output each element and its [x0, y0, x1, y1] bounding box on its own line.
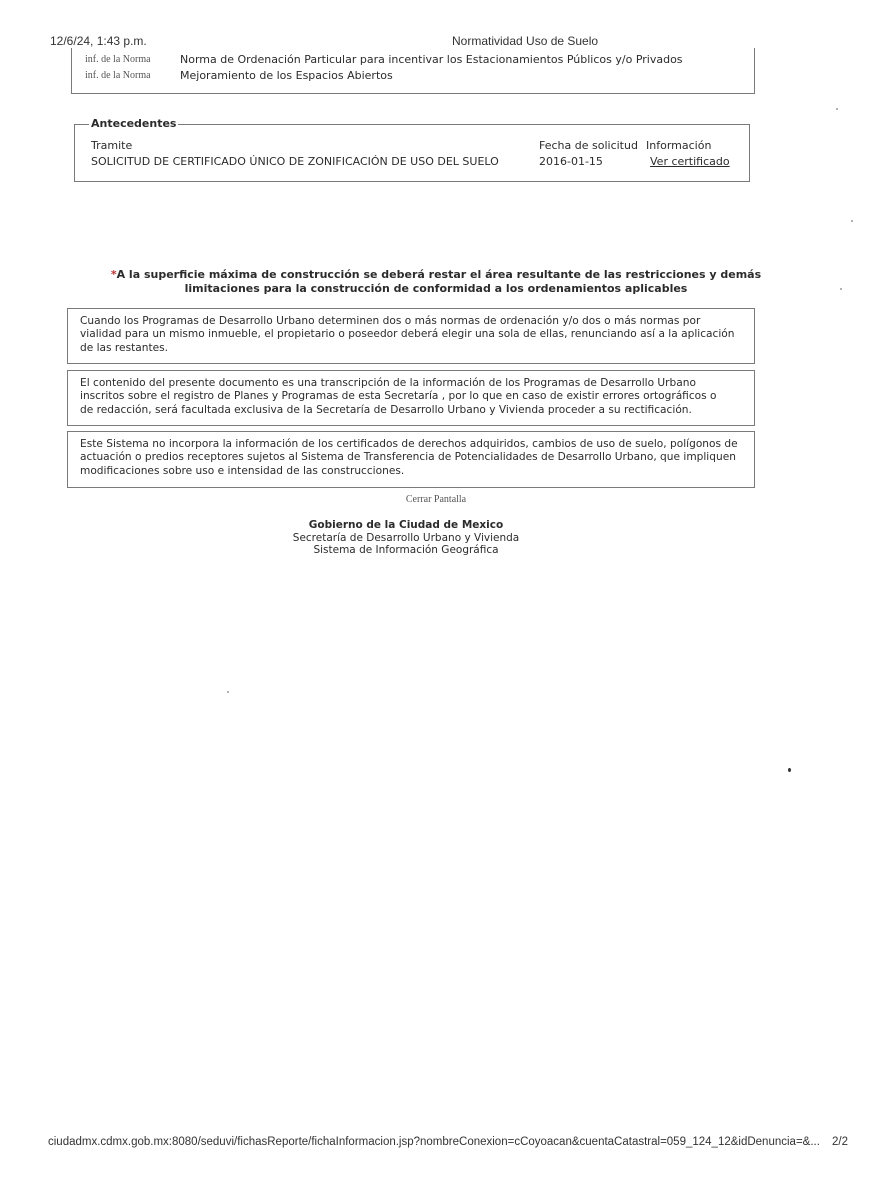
header-fecha-solicitud: Fecha de solicitud — [539, 139, 638, 152]
org-name: Gobierno de la Ciudad de Mexico — [308, 519, 504, 531]
warning-line-1: A la superficie máxima de construcción se deberá restar el área resultante de las restricciones y demás — [116, 268, 762, 281]
norm-key-label: inf. de la Norma — [85, 70, 151, 81]
norm-key-label: inf. de la Norma — [85, 54, 151, 65]
notice-line: Este Sistema no incorpora la información de los certificados de derechos adquiridos, cambios de uso de suelo, polígonos de — [80, 438, 738, 450]
scan-speck — [851, 220, 853, 222]
antecedentes-legend: Antecedentes — [91, 117, 177, 130]
close-screen-link[interactable]: Cerrar Pantalla — [405, 494, 467, 505]
notice-line: modificaciones sobre uso e intensidad de las construcciones. — [80, 464, 405, 477]
print-page-title: Normatividad Uso de Suelo — [452, 34, 599, 48]
scan-speck — [836, 108, 838, 110]
norms-panel — [71, 48, 755, 94]
notice-line: de las restantes. — [80, 341, 169, 354]
notice-box — [67, 370, 755, 426]
antecedentes-fieldset — [74, 117, 750, 182]
notice-box — [67, 308, 755, 364]
scan-speck — [227, 691, 229, 693]
scan-speck — [788, 768, 791, 772]
notice-line: de redacción, será facultada exclusiva de la Secretaría de Desarrollo Urbano y Vivienda proceder a su rectificación. — [80, 403, 692, 416]
norm-value: Norma de Ordenación Particular para incentivar los Estacionamientos Públicos y/o Privados — [180, 53, 683, 66]
organization-block — [0, 519, 812, 557]
ver-certificado-link[interactable]: Ver certificado — [650, 155, 730, 168]
norm-row — [72, 53, 754, 69]
notice-line: vialidad para un mismo inmueble, el propietario o poseedor deberá elegir una sola de ellas, renunciando así a la aplicación — [80, 328, 735, 341]
norm-row — [72, 69, 754, 85]
notice-line: inscritos sobre el registro de Planes y Programas de esta Secretaría , por lo que en caso de existir errores ortográficos o — [80, 390, 717, 403]
org-secretaria: Secretaría de Desarrollo Urbano y Vivienda — [292, 531, 520, 544]
print-page-number: 2/2 — [832, 1136, 848, 1148]
print-url: ciudadmx.cdmx.gob.mx:8080/seduvi/fichasReporte/fichaInformacion.jsp?nombreConexion=cCoyoacan&cuentaCatastral=059_124_12&idDenuncia=&... — [48, 1136, 820, 1148]
print-datetime: 12/6/24, 1:43 p.m. — [50, 34, 147, 48]
warning-line-2: limitaciones para la construcción de conformidad a los ordenamientos aplicables — [184, 282, 688, 295]
notice-line: El contenido del presente documento es una transcripción de la información de los Programas de Desarrollo Urbano — [80, 377, 696, 389]
norm-value: Mejoramiento de los Espacios Abiertos — [180, 69, 393, 82]
tramite-value: SOLICITUD DE CERTIFICADO ÚNICO DE ZONIFICACIÓN DE USO DEL SUELO — [91, 155, 499, 168]
notice-line: actuación o predios receptores sujetos al Sistema de Transferencia de Potencialidades de Desarrollo Urbano, que impliquen — [80, 451, 736, 464]
header-tramite: Tramite — [91, 139, 133, 152]
header-informacion: Información — [646, 139, 712, 152]
notice-box — [67, 431, 755, 488]
warning-asterisk: * — [110, 268, 117, 281]
construction-warning — [80, 268, 792, 296]
org-sistema: Sistema de Información Geográfica — [313, 544, 499, 556]
scan-speck — [840, 288, 842, 290]
fecha-value: 2016-01-15 — [539, 155, 603, 168]
notice-line: Cuando los Programas de Desarrollo Urbano determinen dos o más normas de ordenación y/o dos o más normas por — [80, 315, 701, 327]
